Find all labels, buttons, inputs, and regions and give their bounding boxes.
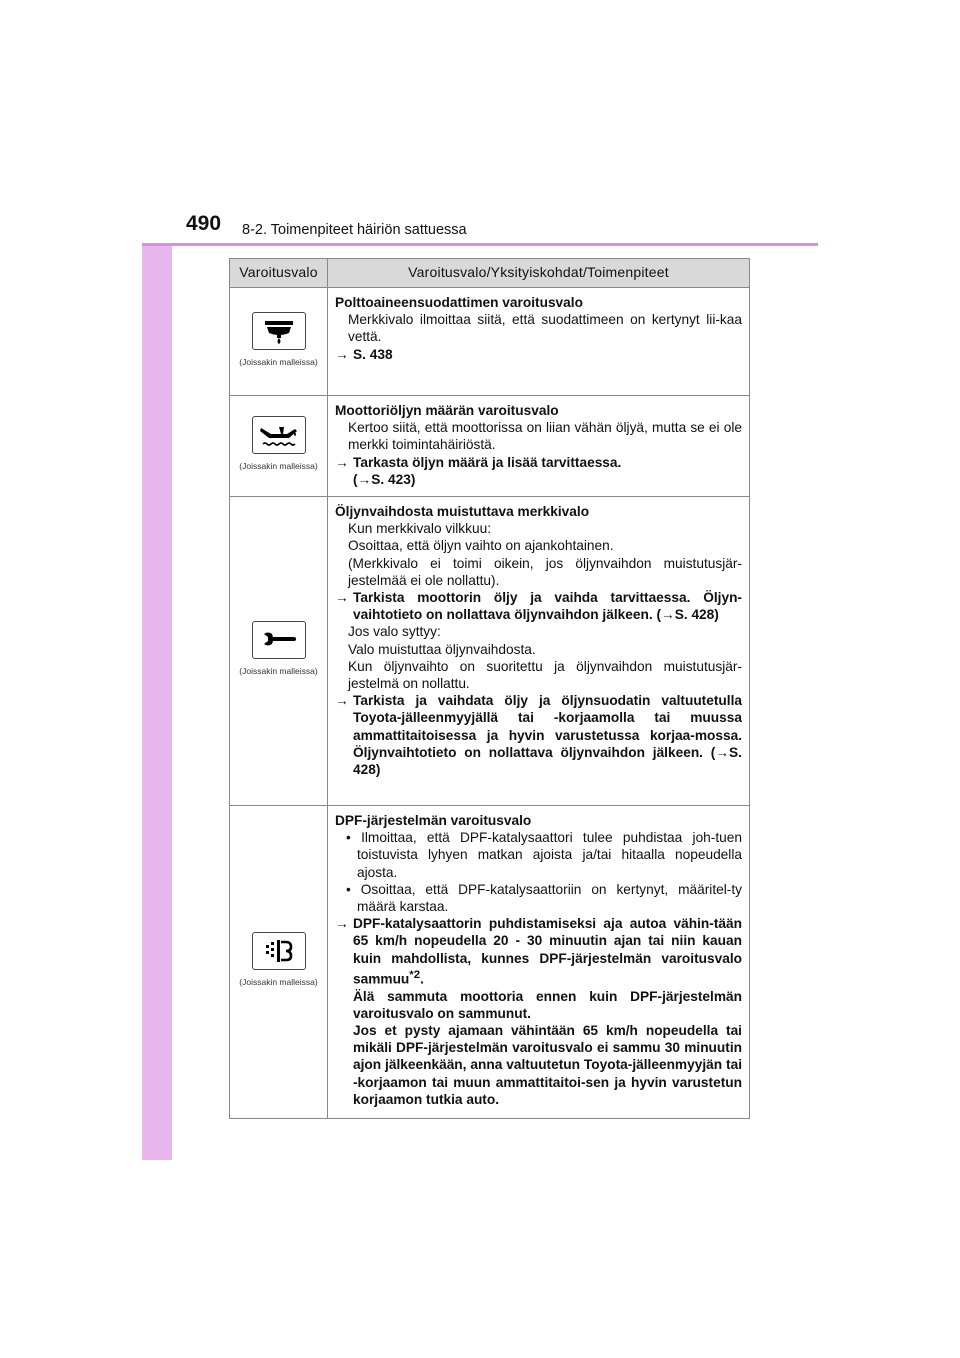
- description: Merkkivalo ilmoittaa siitä, että suodattimeen on kertynyt lii-kaa vettä.: [348, 312, 742, 345]
- description: Kun öljynvaihto on suoritettu ja öljynvaihdon muistutusjär-jestelmä on nollattu.: [348, 658, 742, 692]
- light-title: Öljynvaihdosta muistuttava merkkivalo: [335, 504, 590, 520]
- wrench-icon: [252, 621, 306, 659]
- low-oil-level-icon: [252, 416, 306, 454]
- icon-cell: [230, 288, 328, 396]
- description: (Merkkivalo ei toimi oikein, jos öljynvaihdon muistutusjär-jestelmää ei ole nollattu).: [348, 555, 742, 588]
- description: Osoittaa, että öljyn vaihto on ajankohtainen.: [348, 538, 614, 554]
- details-cell: [328, 396, 750, 497]
- action-text: Tarkista moottorin öljy ja vaihda tarvittaessa. Öljyn-vaihtotieto on nollattava öljynvaihdon jälkeen. (→S. 428): [353, 590, 742, 623]
- table-header-row: [230, 259, 750, 288]
- header-rule: [142, 243, 818, 246]
- fuel-filter-water-icon: [252, 312, 306, 350]
- details-cell: [328, 806, 750, 1119]
- light-title: Moottoriöljyn määrän varoitusvalo: [335, 403, 559, 418]
- icon-caption: (Joissakin malleissa): [239, 461, 318, 472]
- arrow-icon: →: [335, 590, 349, 606]
- action-text: Tarkista ja vaihdata öljy ja öljynsuodatin valtuutetulla Toyota-jälleenmyyjällä tai -korjaamolla tai muussa ammattitaitoisessa ja hyvin varustetussa korjaa-mossa. Öljynvaihtotieto on nollattava öljynvaihdon jälkeen. (→S. 428): [353, 693, 742, 778]
- description: Kun merkkivalo vilkkuu:: [348, 521, 492, 537]
- icon-cell: [230, 497, 328, 806]
- table-row: [230, 396, 750, 497]
- page-number: 490: [186, 212, 222, 235]
- table-row: [230, 497, 750, 806]
- bullet-item: • Ilmoittaa, että DPF-katalysaattori tulee puhdistaa joh-tuen toistuvista lyhyen matkan ajoista ja/tai hitaalla nopeudella ajosta.: [346, 830, 742, 880]
- arrow-icon: →: [335, 346, 349, 362]
- arrow-icon: →: [335, 454, 349, 470]
- description: Jos valo syttyy:: [348, 624, 441, 640]
- thumb-index-band: [142, 172, 172, 1160]
- light-title: Polttoaineensuodattimen varoitusvalo: [335, 295, 583, 310]
- arrow-icon: →: [335, 916, 349, 932]
- caution-text: Älä sammuta moottoria ennen kuin DPF-järjestelmän varoitusvalo on sammunut.: [353, 988, 742, 1021]
- action-line: [335, 692, 742, 778]
- action-line: [335, 589, 742, 623]
- action-line: [335, 454, 742, 471]
- dpf-icon: [252, 932, 306, 970]
- bullet-item: • Osoittaa, että DPF-katalysaattoriin on kertynyt, määritel-ty määrä karstaa.: [346, 881, 742, 915]
- action-text-end: .: [420, 971, 424, 987]
- icon-caption: (Joissakin malleissa): [239, 977, 318, 988]
- page-reference: S. 438: [353, 346, 393, 362]
- footnote-marker: *2: [409, 968, 421, 981]
- icon-caption: (Joissakin malleissa): [239, 356, 318, 367]
- caution-text: Jos et pysty ajamaan vähintään 65 km/h nopeudella tai mikäli DPF-järjestelmän varoitusvalo ei sammu 30 minuutin ajon jälkeenkään, anna valtuutetun Toyota-jälleenmyyjän tai -korjaamon tai muun ammattitaitoi-sen ja hyvin varustetun korjaamon tutkia auto.: [353, 1023, 742, 1107]
- light-title: DPF-järjestelmän varoitusvalo: [335, 813, 532, 829]
- action-line: [335, 346, 742, 363]
- details-cell: [328, 288, 750, 396]
- icon-cell: [230, 396, 328, 497]
- details-cell: [328, 497, 750, 806]
- description: Valo muistuttaa öljynvaihdosta.: [348, 641, 536, 657]
- table-row: [230, 288, 750, 396]
- column-header-light: Varoitusvalo: [230, 259, 328, 288]
- section-title: 8-2. Toimenpiteet häiriön sattuessa: [242, 222, 467, 238]
- arrow-icon: →: [335, 693, 349, 709]
- table-row: [230, 806, 750, 1119]
- page-reference: (→S. 423): [353, 471, 416, 487]
- action-line: [335, 915, 742, 987]
- icon-caption: (Joissakin malleissa): [239, 666, 318, 677]
- warning-light-table: [229, 258, 750, 1119]
- description: Kertoo siitä, että moottorissa on liian vähän öljyä, mutta se ei ole merkki toimintahäiriöstä.: [348, 420, 742, 453]
- icon-cell: [230, 806, 328, 1119]
- action-text: DPF-katalysaattorin puhdistamiseksi aja autoa vähin-tään 65 km/h nopeudella 20 - 30 minuutin ajan tai niin kauan kuin mahdollista, kunnes DPF-järjestelmän varoitusvalo sammuu: [353, 916, 742, 987]
- column-header-details: Varoitusvalo/Yksityiskohdat/Toimenpiteet: [328, 259, 750, 288]
- action-text: Tarkasta öljyn määrä ja lisää tarvittaessa.: [353, 454, 622, 470]
